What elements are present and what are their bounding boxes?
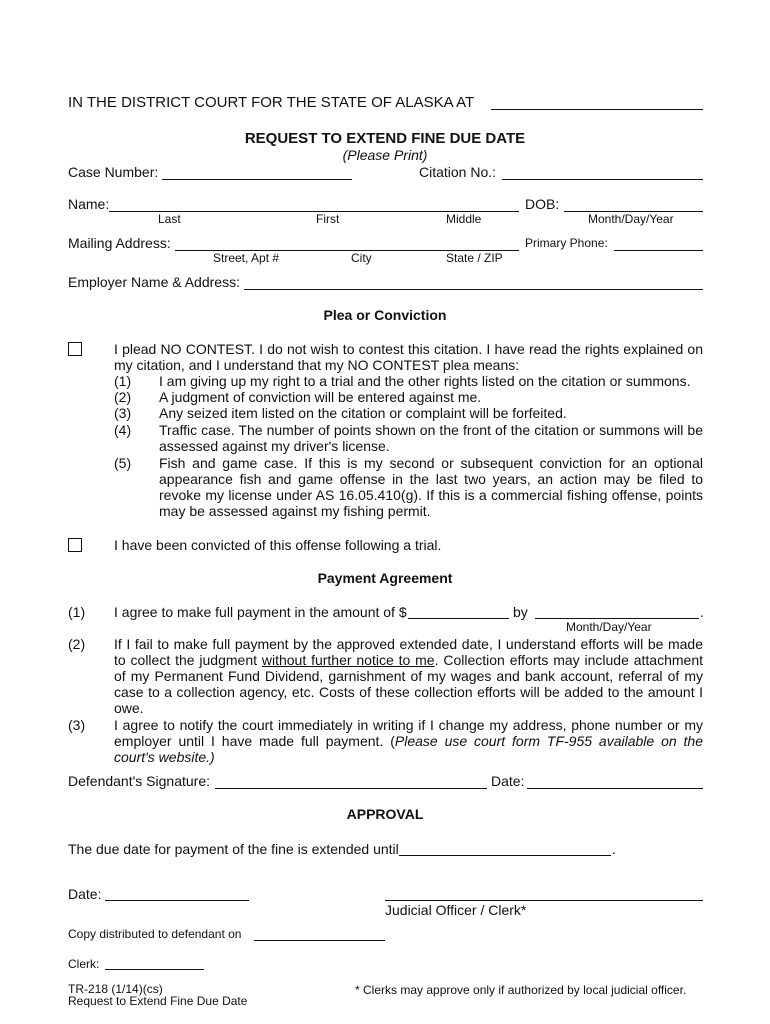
addr-state-hint: State / ZIP	[446, 251, 503, 265]
approval-date-label: Date:	[68, 886, 102, 902]
plea-item-text: Fish and game case. If this is my second or subsequent conviction for an optional appearance fish and game offense in the last two years, an action may be filed to revoke my license under AS 16.05.410(g). If this is a commercial fishing offense, points may be assessed against my fishing permit.	[159, 455, 703, 519]
without-notice-text: without further notice to me	[261, 652, 435, 668]
extended-period: .	[612, 841, 616, 857]
name-label: Name:	[68, 196, 110, 212]
addr-street-hint: Street, Apt #	[213, 251, 280, 265]
no-contest-text: I plead NO CONTEST. I do not wish to contest this citation. I have read the rights explained on my citation, and I understand that my NO CONTEST plea means:	[114, 341, 703, 373]
employer-field[interactable]	[244, 289, 703, 290]
payment-item-number: (1)	[68, 604, 86, 620]
payment-item3-text: I agree to notify the court immediately in writing if I change my address, phone number or my employer until I have made full payment. (Please use court form TF-955 available on the court's website.)	[114, 717, 703, 765]
payment-item-number: (2)	[68, 636, 86, 652]
primary-phone-field[interactable]	[614, 250, 703, 251]
name-last-hint: Last	[158, 212, 181, 226]
payment-by-text: by	[513, 604, 528, 620]
name-first-hint: First	[316, 212, 340, 226]
extended-until-field[interactable]	[399, 855, 611, 856]
citation-no-field[interactable]	[502, 179, 703, 180]
addr-city-hint: City	[351, 251, 372, 265]
payment-date-format-hint: Month/Day/Year	[566, 620, 652, 634]
primary-phone-label: Primary Phone:	[525, 236, 608, 250]
court-line: IN THE DISTRICT COURT FOR THE STATE OF ALASKA AT	[68, 94, 475, 111]
form-id: TR-218 (1/14)(cs)	[68, 982, 163, 996]
officer-label: Judicial Officer / Clerk*	[385, 902, 527, 918]
plea-item-number: (3)	[114, 405, 132, 421]
payment-amount-text: I agree to make full payment in the amount of $	[114, 604, 407, 620]
form-title: REQUEST TO EXTEND FINE DUE DATE	[244, 130, 526, 147]
mailing-address-label: Mailing Address:	[68, 235, 171, 251]
extended-until-text: The due date for payment of the fine is extended until	[68, 841, 399, 857]
payment-item-number: (3)	[68, 717, 86, 733]
form-subtitle: (Please Print)	[342, 147, 428, 163]
employer-label: Employer Name & Address:	[68, 274, 240, 290]
plea-item-number: (5)	[114, 455, 132, 471]
defendant-signature-field[interactable]	[215, 788, 487, 789]
convicted-checkbox[interactable]	[68, 538, 82, 552]
name-middle-hint: Middle	[446, 212, 482, 226]
case-number-field[interactable]	[162, 179, 352, 180]
plea-heading: Plea or Conviction	[323, 307, 447, 323]
form-name: Request to Extend Fine Due Date	[68, 994, 248, 1008]
no-contest-checkbox[interactable]	[68, 342, 82, 356]
convicted-text: I have been convicted of this offense following a trial.	[114, 537, 442, 553]
plea-item-number: (1)	[114, 373, 132, 389]
plea-item-text: A judgment of conviction will be entered against me.	[159, 389, 482, 405]
signature-date-field[interactable]	[527, 788, 703, 789]
approval-date-field[interactable]	[105, 900, 249, 901]
plea-item-number: (4)	[114, 422, 132, 438]
plea-item-number: (2)	[114, 389, 132, 405]
citation-no-label: Citation No.:	[419, 164, 497, 180]
officer-signature-field[interactable]	[385, 900, 703, 901]
payment-date-field[interactable]	[535, 618, 699, 619]
plea-item-text: Traffic case. The number of points shown on the front of the citation or summons will be assessed against my driver's license.	[159, 422, 703, 454]
payment-amount-field[interactable]	[408, 618, 509, 619]
approval-heading: APPROVAL	[346, 806, 424, 822]
plea-item-text: Any seized item listed on the citation or complaint will be forfeited.	[159, 405, 567, 421]
payment-heading: Payment Agreement	[317, 570, 453, 586]
copy-distributed-field[interactable]	[254, 940, 385, 941]
dob-label: DOB:	[525, 196, 560, 212]
court-form-note: Please use court form TF-955 available on the court's website.)	[114, 733, 703, 765]
clerk-field[interactable]	[105, 969, 204, 970]
payment-item2-text: If I fail to make full payment by the approved extended date, I understand efforts will be made to collect the judgment without further notice to me. Collection efforts may include attachment of my Permanent Fund Dividend, garnishment of my wages and bank account, referral of my case to a collection agency, etc. Costs of these collection efforts will be added to the amount I owe.	[114, 636, 703, 716]
dob-format-hint: Month/Day/Year	[588, 212, 674, 226]
plea-item-text: I am giving up my right to a trial and the other rights listed on the citation or summons.	[159, 373, 691, 389]
copy-distributed-label: Copy distributed to defendant on	[68, 927, 242, 941]
signature-date-label: Date:	[491, 773, 525, 789]
court-location-field[interactable]	[491, 109, 703, 110]
payment-period: .	[700, 604, 704, 620]
clerk-label: Clerk:	[68, 957, 100, 971]
clerk-footnote: * Clerks may approve only if authorized by local judicial officer.	[355, 983, 687, 997]
defendant-signature-label: Defendant's Signature:	[68, 773, 210, 789]
case-number-label: Case Number:	[68, 164, 159, 180]
